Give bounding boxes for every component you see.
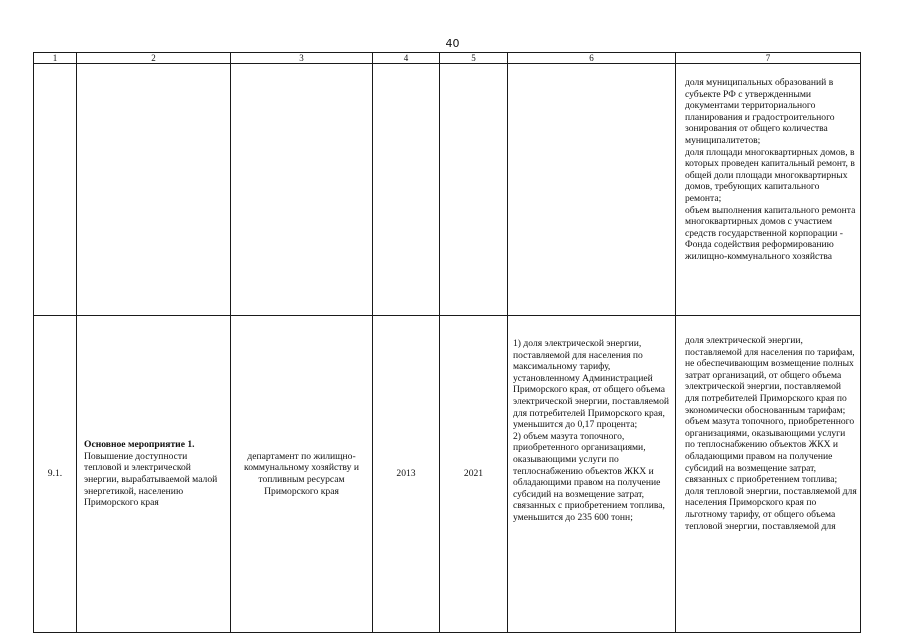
indicators-cell: доля электрической энергии, поставляемой для населения по тарифам, не обеспечивающим возмещение полных затрат организаций, от общего объема электрической энергии, поставляемой для потребителей Приморского края по экономически обоснованным тарифам; объем мазута топочного, приобретенного организациями, оказывающими услуги по теплоснабжению объектов ЖКХ и обладающими правом на получение субсидий на возмещение затрат, связанных с приобретением топлива; доля тепловой энергии, поставляемой для населения Приморского края по льготному тарифу, от общего объема тепловой энергии, поставляемой для [676,316,861,633]
activity-description: Повышение доступности тепловой и электрической энергии, вырабатываемой малой энергетикой, населению Приморского края [84,450,218,509]
table-header-row [34,53,861,64]
header-col-1: 1 [34,53,77,64]
header-col-7: 7 [676,53,861,64]
results-cell: 1) доля электрической энергии, поставляемой для населения по максимальному тарифу, установленному Администрацией Приморского края, от общего объема электрической энергии, поставляемой для потребителей Приморского края, уменьшится до 0,17 процента; 2) объем мазута топочного, приобретенного организациями, оказывающими услуги по теплоснабжению объектов ЖКХ и обладающими правом на получение субсидий на возмещение затрат, связанных с приобретением топлива, уменьшится до 235 600 тонн; [508,316,676,633]
header-col-5: 5 [440,53,508,64]
page-number: 40 [445,37,460,50]
table-row-continued [34,64,861,316]
header-col-3: 3 [231,53,373,64]
program-table [33,52,861,633]
activity-title: Основное мероприятие 1. [84,439,195,451]
row-number: 9.1. [34,316,77,633]
empty-cell [373,64,440,316]
header-col-2: 2 [77,53,231,64]
empty-cell [77,64,231,316]
header-col-4: 4 [373,53,440,64]
start-year-cell: 2013 [373,316,440,633]
executor-cell: департамент по жилищно-коммунальному хозяйству и топливным ресурсам Приморского края [231,316,373,633]
empty-cell [508,64,676,316]
empty-cell [231,64,373,316]
activity-cell [77,316,231,633]
end-year-cell: 2021 [440,316,508,633]
header-col-6: 6 [508,53,676,64]
indicators-cell-continued: доля муниципальных образований в субъекте РФ с утвержденными документами территориального планирования и градостроительного зонирования от общего количества муниципалитетов; доля площади многоквартирных домов, в которых проведен капитальный ремонт, в общей доли площади многоквартирных домов, требующих капитального ремонта; объем выполнения капитального ремонта многоквартирных домов с участием средств государственной корпорации - Фонда содействия реформированию жилищно-коммунального хозяйства [676,64,861,316]
empty-cell [440,64,508,316]
empty-cell [34,64,77,316]
table-row-9-1 [34,316,861,633]
